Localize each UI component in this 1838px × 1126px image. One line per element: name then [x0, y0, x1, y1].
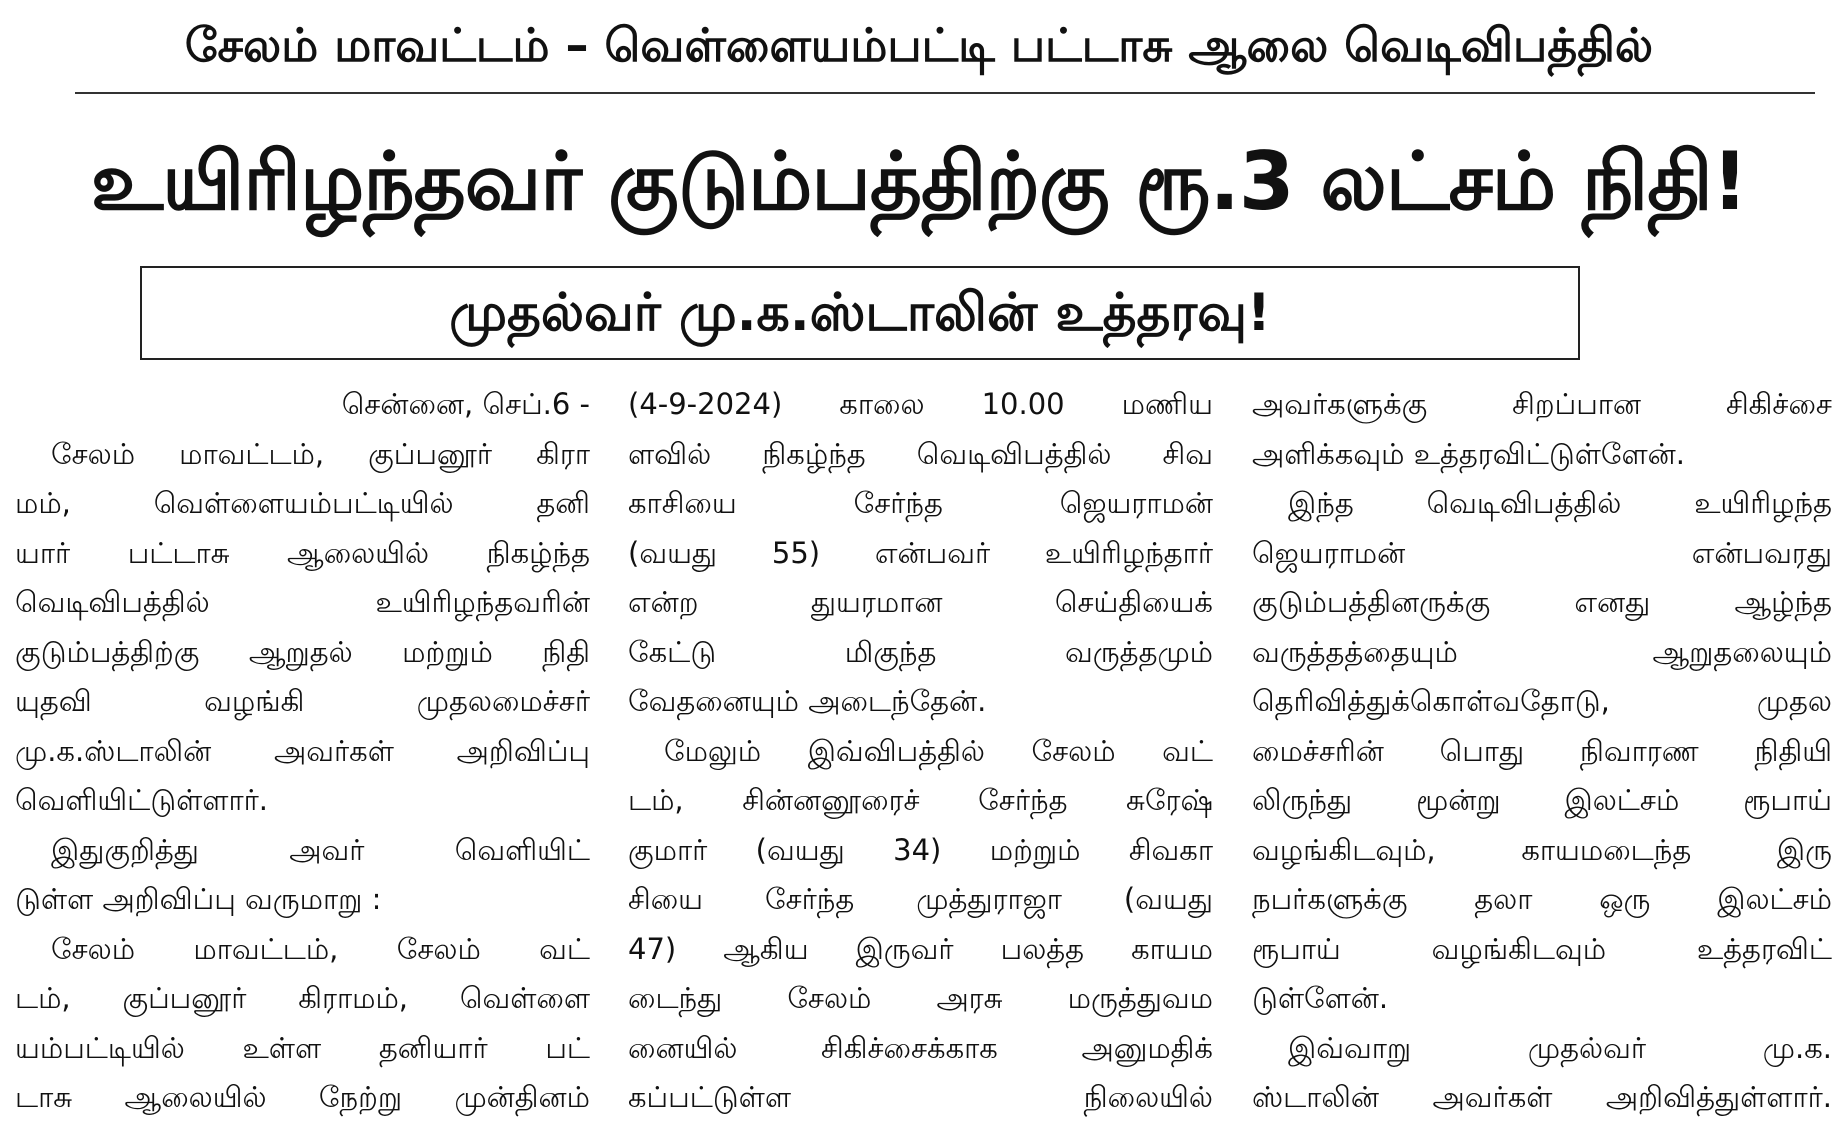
body-line: டாசு ஆலையில் நேற்று முன்தினம் — [15, 1080, 590, 1114]
body-line: இதுகுறித்து அவர் வெளியிட் — [51, 832, 590, 867]
body-line: சேலம் மாவட்டம், சேலம் வட் — [51, 931, 590, 966]
body-line: குடும்பத்தினருக்கு எனது ஆழ்ந்த — [1252, 585, 1832, 619]
headline: உயிரிழந்தவர் குடும்பத்திற்கு ரூ.3 லட்சம் நிதி! — [90, 135, 1748, 228]
body-line: ஸ்டாலின் அவர்கள் அறிவித்துள்ளார். — [1252, 1080, 1832, 1114]
body-line: டம், குப்பனூர் கிராமம், வெள்ளை — [15, 981, 590, 1015]
body-line: அளிக்கவும் உத்தரவிட்டுள்ளேன். — [1252, 436, 1685, 471]
body-line: ரூபாய் வழங்கிடவும் உத்தரவிட் — [1252, 931, 1832, 966]
body-line: டம், சின்னனூரைச் சேர்ந்த சுரேஷ் — [628, 783, 1213, 817]
body-line: டுள்ள அறிவிப்பு வருமாறு : — [15, 882, 382, 916]
column-1 — [15, 380, 590, 1123]
body-line: மேலும் இவ்விபத்தில் சேலம் வட் — [664, 733, 1213, 768]
body-line: வெளியிட்டுள்ளார். — [15, 783, 268, 817]
body-line: கேட்டு மிகுந்த வருத்தமும் — [628, 634, 1213, 669]
body-line: வழங்கிடவும், காயமடைந்த இரு — [1252, 832, 1832, 867]
body-line: சேலம் மாவட்டம், குப்பனூர் கிரா — [51, 436, 590, 471]
body-line: அவர்களுக்கு சிறப்பான சிகிச்சை — [1252, 387, 1832, 421]
body-line: னையில் சிகிச்சைக்காக அனுமதிக் — [628, 1030, 1213, 1065]
body-line: வேதனையும் அடைந்தேன். — [628, 684, 987, 718]
body-line: மம், வெள்ளையம்பட்டியில் தனி — [15, 486, 590, 520]
body-line: யுதவி வழங்கி முதலமைச்சர் — [15, 684, 590, 718]
body-line: யார் பட்டாசு ஆலையில் நிகழ்ந்த — [15, 535, 590, 570]
body-line: 47) ஆகிய இருவர் பலத்த காயம — [628, 931, 1213, 966]
body-line: வருத்தத்தையும் ஆறுதலையும் — [1252, 634, 1832, 669]
column-2 — [628, 380, 1213, 1123]
body-line: மைச்சரின் பொது நிவாரண நிதியி — [1252, 733, 1832, 768]
body-line: டுள்ளேன். — [1252, 981, 1389, 1015]
body-line: டைந்து சேலம் அரசு மருத்துவம — [628, 981, 1213, 1015]
body-line: இந்த வெடிவிபத்தில் உயிரிழந்த — [1288, 486, 1832, 520]
body-line: ளவில் நிகழ்ந்த வெடிவிபத்தில் சிவ — [628, 436, 1213, 471]
kicker-line: சேலம் மாவட்டம் – வெள்ளையம்பட்டி பட்டாசு ஆலை வெடிவிபத்தில் — [184, 18, 1654, 72]
body-line: சியை சேர்ந்த முத்துராஜா (வயது — [628, 882, 1213, 916]
body-line: காசியை சேர்ந்த ஜெயராமன் — [628, 486, 1213, 520]
body-line: யம்பட்டியில் உள்ள தனியார் பட் — [15, 1030, 590, 1065]
body-line: நபர்களுக்கு தலா ஒரு இலட்சம் — [1252, 882, 1832, 916]
body-line: (வயது 55) என்பவர் உயிரிழந்தார் — [628, 535, 1213, 570]
body-line: ஜெயராமன் என்பவரது — [1252, 535, 1832, 570]
body-line: மு.க.ஸ்டாலின் அவர்கள் அறிவிப்பு — [15, 733, 590, 768]
body-line: குமார் (வயது 34) மற்றும் சிவகா — [628, 832, 1213, 867]
body-line: குடும்பத்திற்கு ஆறுதல் மற்றும் நிதி — [15, 634, 590, 669]
column-3 — [1252, 380, 1832, 1123]
body-line: என்ற துயரமான செய்தியைக் — [628, 585, 1213, 619]
body-line: கப்பட்டுள்ள நிலையில் — [628, 1080, 1213, 1114]
body-line: இவ்வாறு முதல்வர் மு.க. — [1288, 1030, 1832, 1065]
deck-line: முதல்வர் மு.க.ஸ்டாலின் உத்தரவு! — [449, 283, 1271, 343]
body-line: வெடிவிபத்தில் உயிரிழந்தவரின் — [15, 585, 590, 619]
deck-box — [140, 266, 1580, 360]
body-line: லிருந்து மூன்று இலட்சம் ரூபாய் — [1252, 783, 1832, 817]
kicker-rule — [75, 92, 1815, 94]
dateline: சென்னை, செப்.6 - — [341, 387, 590, 421]
body-line: தெரிவித்துக்கொள்வதோடு, முதல — [1252, 684, 1832, 718]
body-line: (4-9-2024) காலை 10.00 மணிய — [628, 387, 1213, 421]
